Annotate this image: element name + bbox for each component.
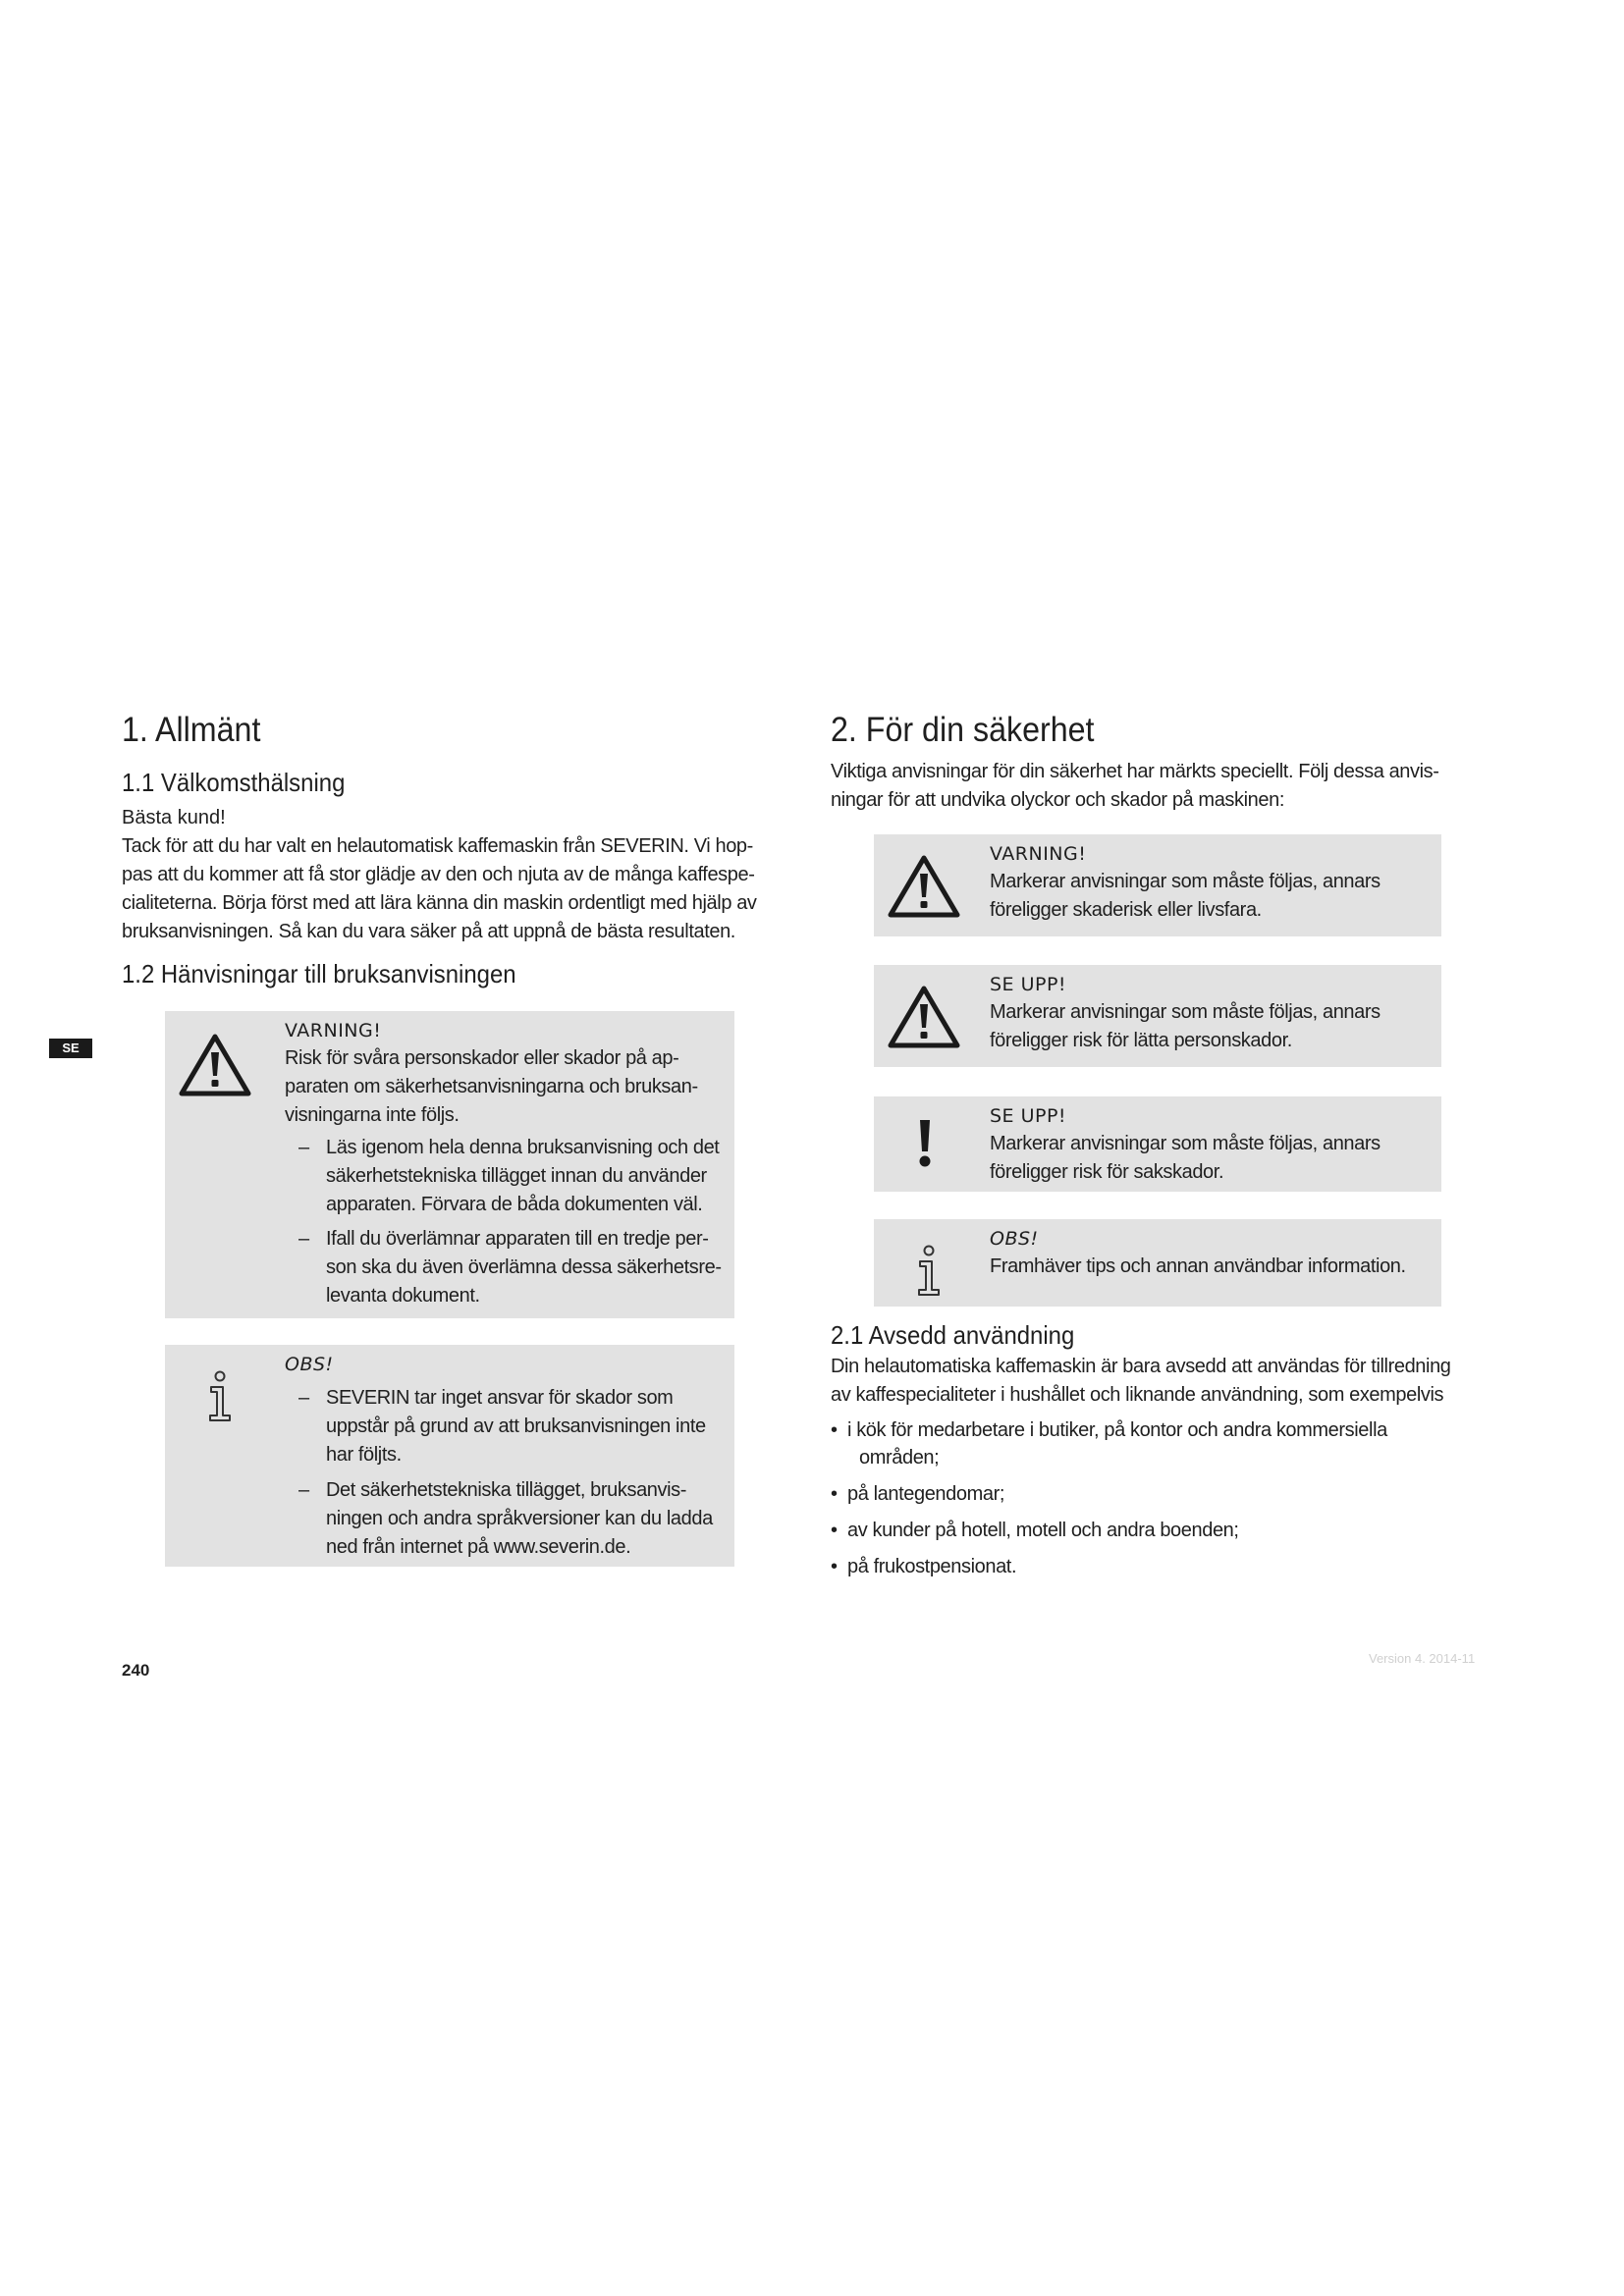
usage-intro-line: av kaffespecialiteter i hushållet och liknande användning, som exempelvis — [831, 1383, 1444, 1406]
safety-box-title: SE UPP! — [990, 1104, 1067, 1127]
note-item-line: ningen och andra språkversioner kan du ladda — [326, 1507, 713, 1529]
safety-intro — [831, 758, 1479, 815]
warning-triangle-icon — [888, 985, 960, 1049]
list-item-text: av kunder på hotell, motell och andra boenden; — [847, 1519, 1239, 1541]
warning-title: VARNING! — [285, 1019, 382, 1041]
safety-box-line: föreligger risk för lätta personskador. — [990, 1029, 1292, 1051]
list-item — [831, 1416, 1479, 1471]
intro-line: cialiteterna. Börja först med att lära känna din maskin ordentligt med hjälp av — [122, 891, 757, 914]
subheading-instructions: 1.2 Hänvisningar till bruksanvisningen — [122, 958, 516, 988]
safety-box-line: Markerar anvisningar som måste följas, annars — [990, 1132, 1380, 1154]
safety-box-title: OBS! — [990, 1227, 1039, 1250]
note-item-line: uppstår på grund av att bruksanvisningen inte — [326, 1415, 706, 1437]
note-box — [165, 1345, 734, 1567]
note-item-line: har följts. — [326, 1443, 402, 1466]
subheading-welcome: 1.1 Välkomsthälsning — [122, 767, 346, 797]
safety-box-note — [874, 1219, 1441, 1307]
right-column — [831, 712, 1479, 1589]
safety-intro-line: Viktiga anvisningar för din säkerhet har märkts speciellt. Följ dessa anvis- — [831, 760, 1439, 782]
list-item-continuation: områden; — [859, 1446, 940, 1468]
warning-item-line: son ska du även överlämna dessa säkerhetsre- — [326, 1255, 722, 1278]
list-item — [831, 1553, 1479, 1580]
note-list-item — [298, 1476, 727, 1562]
warning-item-line: apparaten. Förvara de båda dokumenten väl. — [326, 1193, 703, 1215]
section-heading-general: 1. Allmänt — [122, 711, 261, 749]
page-number: 240 — [122, 1661, 150, 1680]
warning-list-item — [298, 1134, 727, 1219]
safety-box-caution-injury — [874, 965, 1441, 1067]
safety-box-title: SE UPP! — [990, 973, 1067, 995]
usage-intro — [831, 1353, 1479, 1410]
version-label: Version 4. 2014-11 — [1369, 1651, 1476, 1666]
greeting: Bästa kund! — [122, 806, 226, 828]
info-icon — [202, 1370, 238, 1423]
usage-list — [831, 1416, 1479, 1580]
warning-text-line: visningarna inte följs. — [285, 1103, 460, 1126]
warning-list-item — [298, 1225, 727, 1310]
safety-intro-line: ningar för att undvika olyckor och skador på maskinen: — [831, 788, 1284, 811]
warning-triangle-icon — [888, 854, 960, 919]
warning-item-line: – Läs igenom hela denna bruksanvisning och det — [326, 1136, 720, 1158]
warning-text-line: Risk för svåra personskador eller skador på ap- — [285, 1046, 679, 1069]
intro-line: bruksanvisningen. Så kan du vara säker på att uppnå de bästa resultaten. — [122, 920, 735, 942]
list-item-text: på lantegendomar; — [847, 1482, 1004, 1505]
note-list-item — [298, 1384, 727, 1469]
safety-box-line: Markerar anvisningar som måste följas, annars — [990, 870, 1380, 892]
language-tab: SE — [49, 1039, 92, 1058]
note-item-line: ned från internet på www.severin.de. — [326, 1535, 631, 1558]
warning-item-line: säkerhetstekniska tillägget innan du använder — [326, 1164, 707, 1187]
safety-box-line: Framhäver tips och annan användbar information. — [990, 1255, 1406, 1277]
intro-paragraph — [122, 832, 775, 946]
warning-item-line: – Ifall du överlämnar apparaten till en tredje per- — [326, 1227, 709, 1250]
safety-box-line: Markerar anvisningar som måste följas, annars — [990, 1000, 1380, 1023]
note-item-line: – Det säkerhetstekniska tillägget, bruksanvis- — [326, 1478, 687, 1501]
intro-line: pas att du kommer att få stor glädje av den och njuta av de många kaffespe- — [122, 863, 755, 885]
safety-box-line: föreligger skaderisk eller livsfara. — [990, 898, 1262, 921]
exclamation-icon — [918, 1118, 932, 1169]
intro-line: Tack för att du har valt en helautomatisk kaffemaskin från SEVERIN. Vi hop- — [122, 834, 753, 857]
list-item — [831, 1480, 1479, 1508]
usage-intro-line: Din helautomatiska kaffemaskin är bara avsedd att användas för tillredning — [831, 1355, 1451, 1377]
safety-box-line: föreligger risk för sakskador. — [990, 1160, 1224, 1183]
section-heading-safety: 2. För din säkerhet — [831, 711, 1095, 749]
list-item — [831, 1517, 1479, 1544]
warning-item-line: levanta dokument. — [326, 1284, 480, 1307]
list-item-text: på frukostpensionat. — [847, 1555, 1017, 1577]
warning-triangle-icon — [179, 1033, 251, 1097]
note-item-line: – SEVERIN tar inget ansvar för skador som — [326, 1386, 674, 1409]
list-item-text: i kök för medarbetare i butiker, på kontor och andra kommersiella — [847, 1418, 1387, 1441]
left-column — [122, 712, 775, 1567]
safety-box-title: VARNING! — [990, 842, 1087, 865]
subheading-intended-use: 2.1 Avsedd användning — [831, 1319, 1075, 1350]
warning-text-line: paraten om säkerhetsanvisningarna och bruksan- — [285, 1075, 698, 1097]
safety-box-warning — [874, 834, 1441, 936]
info-icon — [911, 1245, 947, 1298]
note-title: OBS! — [285, 1353, 334, 1375]
safety-box-caution-property — [874, 1096, 1441, 1192]
warning-box — [165, 1011, 734, 1318]
